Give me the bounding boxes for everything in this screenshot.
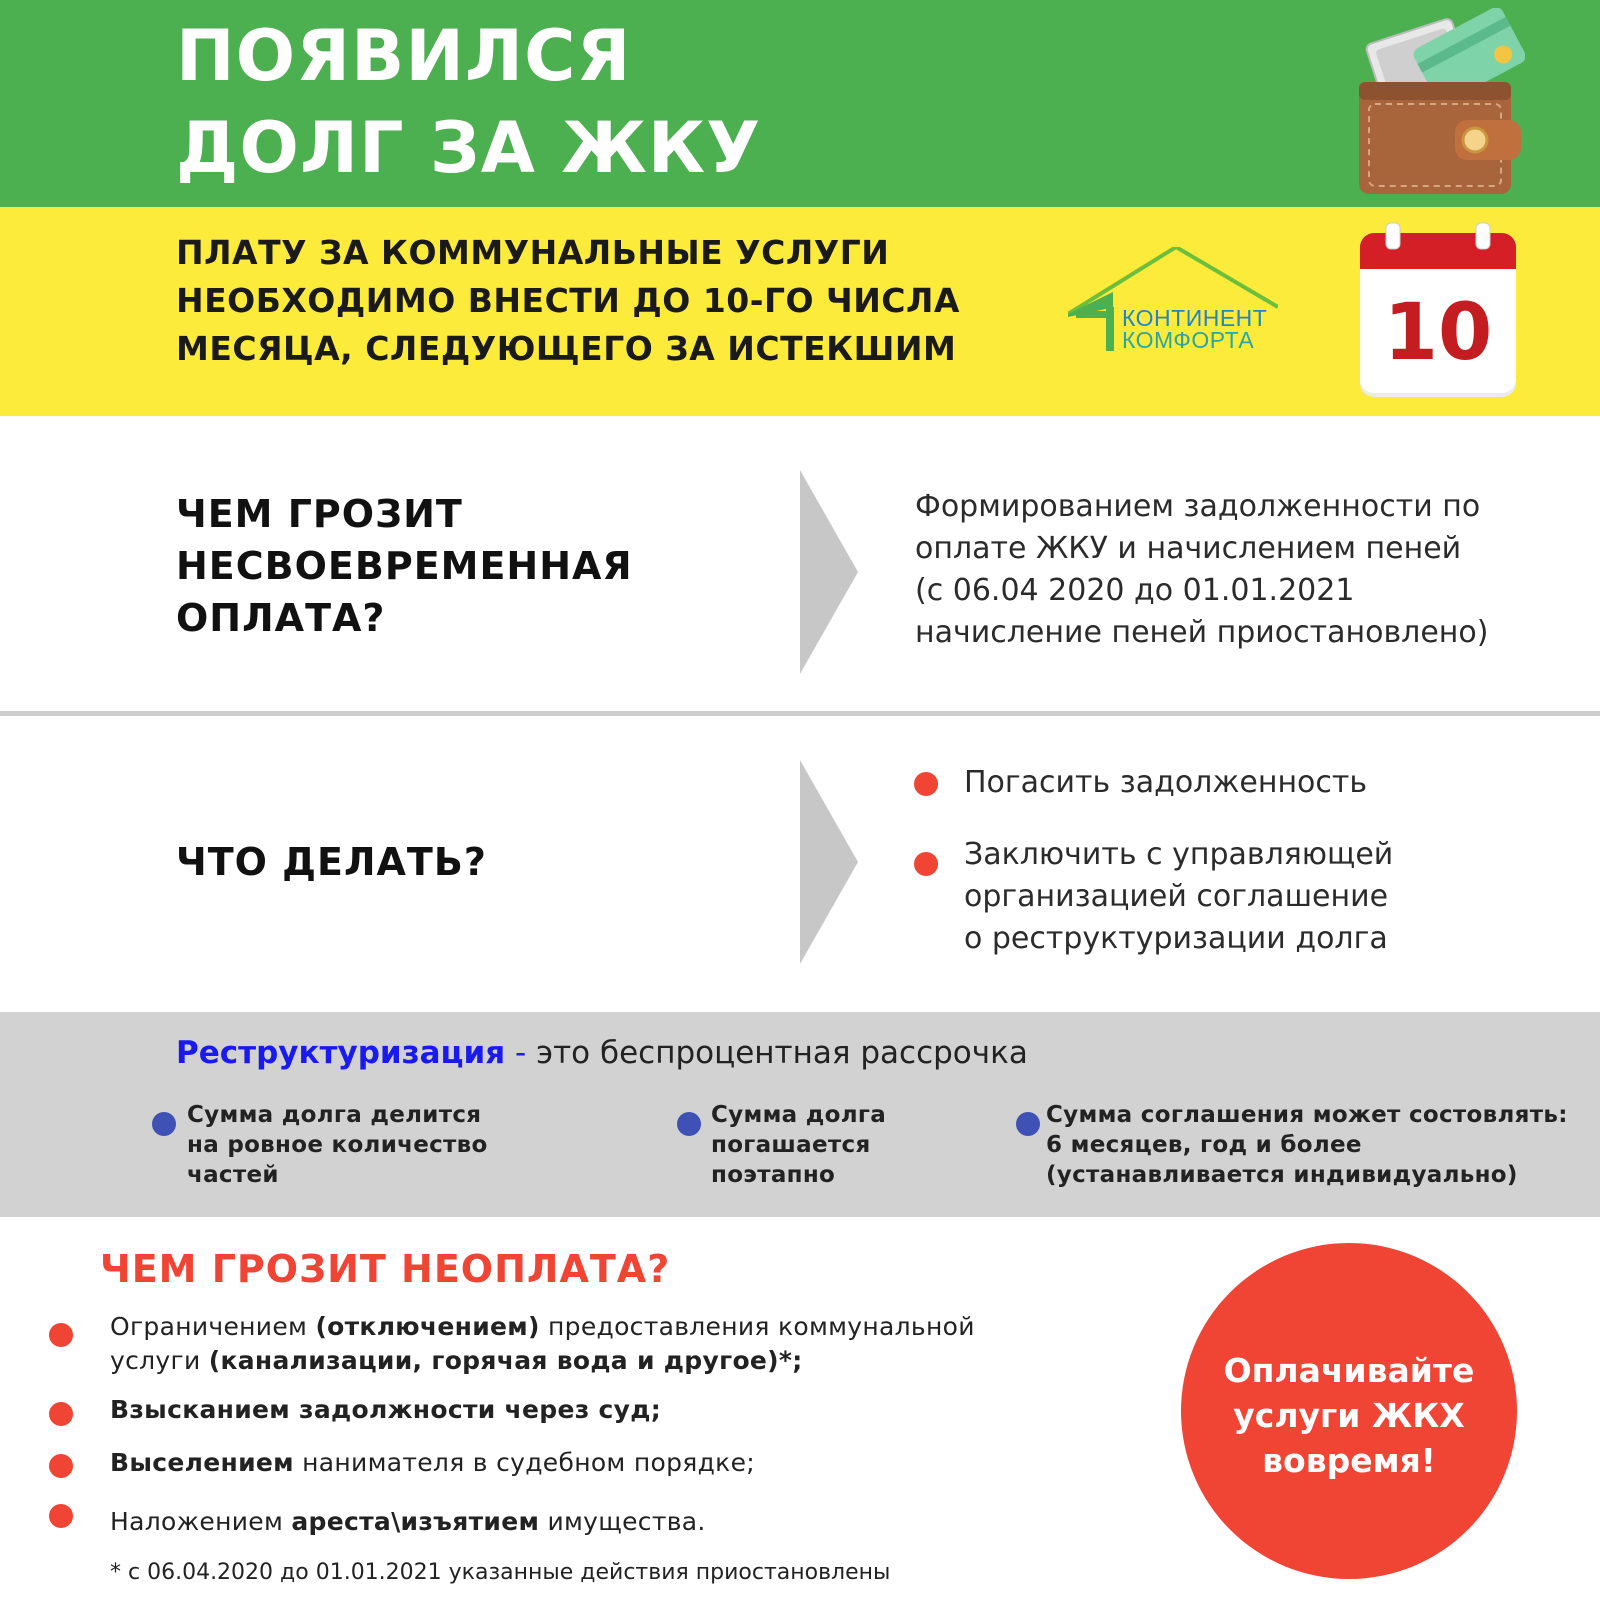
threat-question xyxy=(176,488,633,644)
threat-answer-line-4: начисление пеней приостановлено) xyxy=(915,615,1489,650)
consequence-text: предоставления коммунальной xyxy=(548,1312,975,1341)
action-question: ЧТО ДЕЛАТЬ? xyxy=(176,840,487,884)
title-line-1: ПОЯВИЛСЯ xyxy=(176,15,632,97)
point-3-line-3: (устанавливается индивидуально) xyxy=(1046,1162,1518,1188)
threat-question-line-3: ОПЛАТА? xyxy=(176,596,386,640)
consequence-item-3 xyxy=(110,1446,755,1480)
consequence-text: услуги xyxy=(110,1346,201,1375)
chevron-right-icon xyxy=(800,760,860,964)
consequences-title: ЧЕМ ГРОЗИТ НЕОПЛАТА? xyxy=(100,1247,671,1291)
point-3-line-1: Сумма соглашения может состовлять: xyxy=(1046,1102,1568,1128)
consequence-text: Ограничением xyxy=(110,1312,308,1341)
company-logo-text xyxy=(1122,307,1267,351)
chevron-right-icon xyxy=(800,470,860,674)
bullet-icon xyxy=(152,1112,176,1136)
point-2-line-2: погашается xyxy=(711,1132,871,1158)
cta-text xyxy=(1181,1348,1517,1483)
deadline-line-2: НЕОБХОДИМО ВНЕСТИ ДО 10-ГО ЧИСЛА xyxy=(176,281,960,320)
threat-question-line-1: ЧЕМ ГРОЗИТ xyxy=(176,492,463,536)
restructuring-band xyxy=(0,1012,1600,1217)
action-item-1-text: Погасить задолженность xyxy=(964,765,1368,800)
consequence-item-2: Взысканием задолжности через суд; xyxy=(110,1395,662,1424)
bullet-icon xyxy=(49,1402,73,1426)
cta-line-3: вовремя! xyxy=(1262,1441,1436,1480)
point-3-line-2: 6 месяцев, год и более xyxy=(1046,1132,1362,1158)
wallet-icon xyxy=(1355,8,1525,198)
restructuring-point-1 xyxy=(187,1100,488,1190)
section-divider xyxy=(0,711,1600,716)
restructuring-definition xyxy=(176,1033,1028,1073)
title-line-2: ДОЛГ ЗА ЖКУ xyxy=(176,107,762,189)
logo-line-2: КОМФОРТА xyxy=(1122,327,1255,353)
cta-line-2: услуги ЖКХ xyxy=(1233,1396,1465,1435)
calendar-day: 10 xyxy=(1383,288,1493,378)
restructuring-definition-text: это беспроцентная рассрочка xyxy=(536,1035,1028,1071)
logo-line-1: КОНТИНЕНТ xyxy=(1122,305,1268,331)
point-1-line-2: на ровное количество xyxy=(187,1132,488,1158)
deadline-text xyxy=(176,229,1056,373)
action-item-2-line-2: организацией соглашение xyxy=(964,879,1389,914)
threat-answer xyxy=(915,486,1488,654)
restructuring-dash: - xyxy=(515,1035,527,1071)
point-1-line-3: частей xyxy=(187,1162,279,1188)
consequence-bold-text: (отключением) xyxy=(315,1312,540,1341)
restructuring-point-3 xyxy=(1046,1100,1568,1190)
bullet-icon xyxy=(49,1323,73,1347)
deadline-line-3: МЕСЯЦА, СЛЕДУЮЩЕГО ЗА ИСТЕКШИМ xyxy=(176,329,957,368)
bullet-icon xyxy=(677,1112,701,1136)
deadline-line-1: ПЛАТУ ЗА КОММУНАЛЬНЫЕ УСЛУГИ xyxy=(176,233,890,272)
consequence-text: нанимателя в судебном порядке; xyxy=(302,1448,755,1477)
calendar-icon xyxy=(1358,219,1518,399)
consequence-bold-text: (канализации, горячая вода и другое)*; xyxy=(208,1346,803,1375)
point-1-line-1: Сумма долга делится xyxy=(187,1102,482,1128)
threat-answer-line-2: оплате ЖКУ и начислением пеней xyxy=(915,531,1462,566)
action-item-2 xyxy=(964,834,1393,960)
header-banner xyxy=(0,0,1600,207)
bullet-icon xyxy=(914,772,938,796)
point-2-line-3: поэтапно xyxy=(711,1162,836,1188)
action-item-2-line-1: Заключить с управляющей xyxy=(964,837,1394,872)
bullet-icon xyxy=(49,1504,73,1528)
page-title xyxy=(176,10,1276,194)
bullet-icon xyxy=(914,852,938,876)
deadline-band xyxy=(0,207,1600,416)
bullet-icon xyxy=(1016,1112,1040,1136)
cta-line-1: Оплачивайте xyxy=(1223,1351,1475,1390)
consequence-item-1-line-1 xyxy=(110,1310,975,1344)
restructuring-point-2 xyxy=(711,1100,886,1190)
consequence-text: имущества. xyxy=(547,1507,706,1536)
action-item-1 xyxy=(964,762,1367,804)
cta-circle xyxy=(1181,1243,1517,1579)
point-2-line-1: Сумма долга xyxy=(711,1102,887,1128)
action-item-2-line-3: о реструктуризации долга xyxy=(964,921,1388,956)
consequence-item-4 xyxy=(110,1505,706,1539)
threat-answer-line-3: (с 06.04 2020 до 01.01.2021 xyxy=(915,573,1355,608)
consequence-item-1 xyxy=(110,1310,975,1378)
restructuring-term: Реструктуризация xyxy=(176,1035,506,1071)
consequence-bold-text: ареста\изъятием xyxy=(291,1507,540,1536)
threat-answer-line-1: Формированием задолженности по xyxy=(915,489,1481,524)
consequence-bold-text: Выселением xyxy=(110,1448,294,1477)
footnote: * с 06.04.2020 до 01.01.2021 указанные действия приостановлены xyxy=(110,1560,891,1585)
bullet-icon xyxy=(49,1454,73,1478)
consequence-text: Наложением xyxy=(110,1507,284,1536)
threat-question-line-2: НЕСВОЕВРЕМЕННАЯ xyxy=(176,544,633,588)
consequence-item-1-line-2 xyxy=(110,1344,975,1378)
